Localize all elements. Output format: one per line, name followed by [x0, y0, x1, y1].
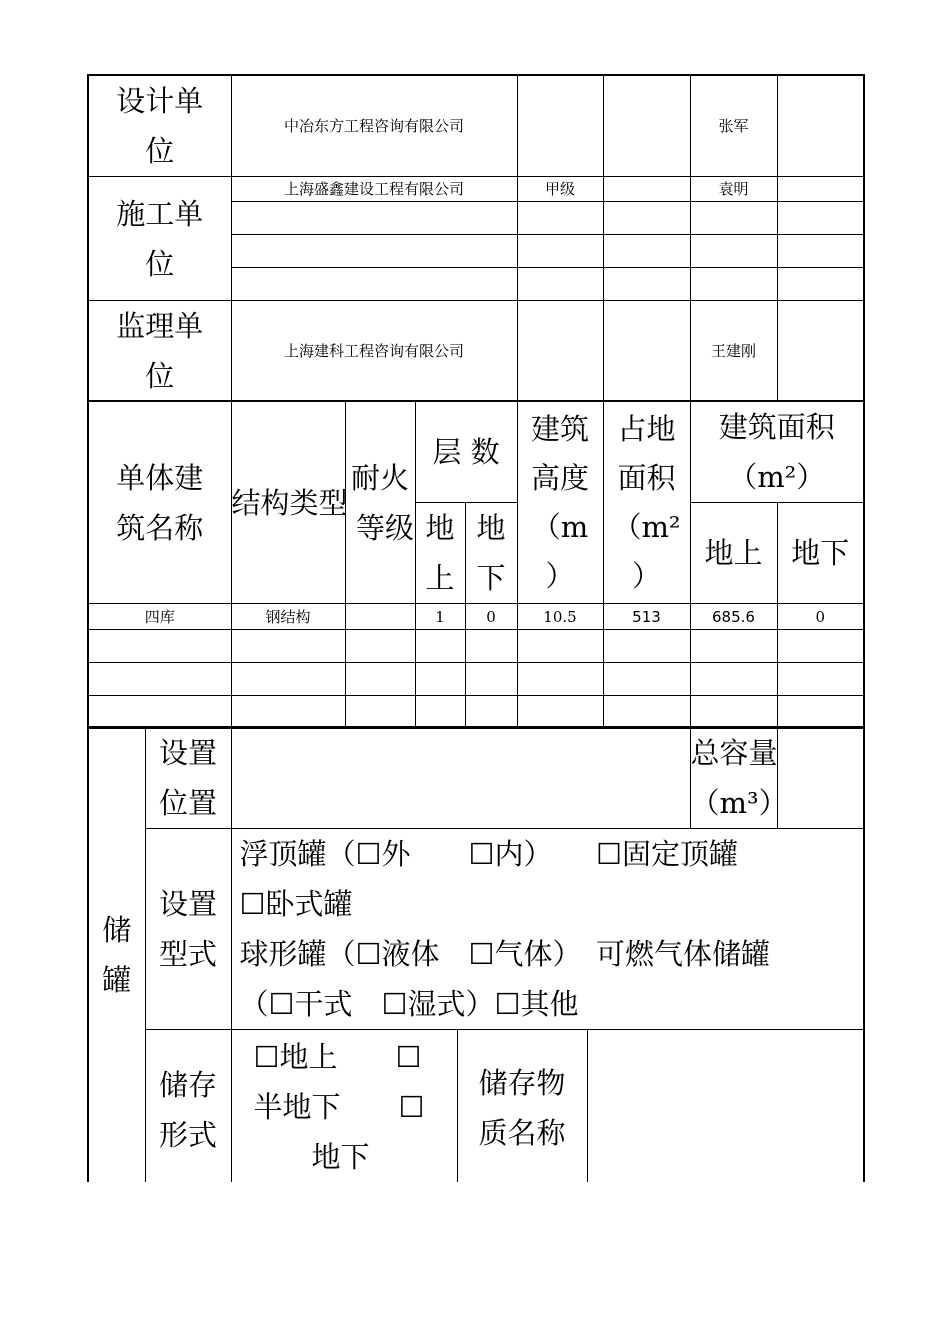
floors-above-line1: 地: [425, 511, 455, 545]
blank-cell: [231, 630, 345, 663]
building-land-area: 513: [603, 604, 690, 630]
blank-cell: [88, 630, 231, 663]
building-area-below: 0: [777, 604, 864, 630]
blank-cell: [345, 696, 415, 729]
tank-storage-option-line1: ☐地上 ☐: [253, 1040, 422, 1074]
building-area-line1: 建筑面积: [718, 410, 835, 444]
height-line3: （m: [531, 509, 589, 544]
tank-storage-options: [231, 1030, 457, 1183]
tank-type-label: [145, 829, 231, 1030]
blank-cell: [603, 202, 690, 235]
blank-cell: [415, 663, 465, 696]
height-line2: 高度: [530, 460, 589, 495]
design-unit-grade: [517, 75, 603, 177]
floors-below-line2: 下: [476, 561, 506, 595]
fire-rating-line1: 耐火: [350, 460, 409, 495]
tank-capacity-value: [777, 727, 864, 829]
supervision-unit-person: 王建刚: [690, 301, 777, 402]
building-area-line2: （m²）: [728, 460, 826, 494]
blank-cell: [777, 268, 864, 301]
design-unit-phone: [777, 75, 864, 177]
building-floors-below: 0: [465, 604, 517, 630]
blank-cell: [517, 268, 603, 301]
tank-location-value: [231, 727, 690, 829]
blank-cell: [517, 663, 603, 696]
blank-cell: [777, 235, 864, 268]
blank-cell: [777, 630, 864, 663]
blank-cell: [465, 663, 517, 696]
blank-cell: [603, 663, 690, 696]
building-row-empty: [88, 663, 864, 696]
blank-cell: [603, 630, 690, 663]
blank-cell: [415, 630, 465, 663]
land-line2: 面积: [617, 460, 676, 495]
blank-cell: [690, 696, 777, 729]
design-unit-person: 张军: [690, 75, 777, 177]
blank-cell: [517, 630, 603, 663]
blank-cell: [690, 268, 777, 301]
building-row-empty: [88, 696, 864, 729]
tank-capacity-label: [690, 727, 788, 829]
tank-storage-option-line2: 半地下 ☐: [253, 1090, 425, 1124]
height-line1: 建筑: [530, 411, 589, 446]
fire-rating-header: [345, 401, 415, 604]
building-floors-above: 1: [415, 604, 465, 630]
supervision-unit-label: 监理单 位: [88, 301, 231, 402]
area-below-header: 地下: [777, 503, 864, 604]
blank-cell: [88, 663, 231, 696]
land-line1: 占地: [617, 411, 676, 446]
construction-unit-blank-cell: [231, 268, 517, 301]
building-area-above: 685.6: [690, 604, 777, 630]
units-table: [87, 74, 865, 402]
land-line4: ）: [631, 558, 661, 593]
blank-cell: [603, 268, 690, 301]
tank-capacity-line2: （m³）: [690, 786, 788, 820]
design-unit-label: 设计单 位: [88, 75, 231, 177]
construction-unit-blank-cell: [231, 235, 517, 268]
supervision-unit-extra: [603, 301, 690, 402]
tank-type-option-line2: ☐卧式罐: [239, 887, 353, 921]
blank-cell: [345, 630, 415, 663]
floors-above-header: [415, 503, 465, 604]
tank-storage-label: [145, 1030, 231, 1183]
blank-cell: [690, 630, 777, 663]
structure-type-header: 结构类型: [231, 401, 345, 604]
tank-storage-line2: 形式: [158, 1118, 217, 1152]
design-unit-extra: [603, 75, 690, 177]
land-line3: （m²: [612, 509, 681, 544]
blank-cell: [777, 663, 864, 696]
blank-cell: [603, 235, 690, 268]
blank-cell: [231, 663, 345, 696]
tank-material-line1: 储存物: [478, 1066, 566, 1100]
blank-cell: [517, 202, 603, 235]
tank-capacity-line1: 总容量: [690, 736, 778, 770]
blank-cell: [777, 202, 864, 235]
tank-type-option-line3: 球形罐（☐液体 ☐气体） 可燃气体储罐: [239, 937, 770, 971]
blank-cell: [690, 663, 777, 696]
floors-below-header: [465, 503, 517, 604]
supervision-unit-phone: [777, 301, 864, 402]
construction-unit-grade: 甲级: [517, 177, 603, 202]
fire-rating-line2: 等级: [355, 510, 414, 545]
blank-cell: [777, 696, 864, 729]
supervision-unit-company: 上海建科工程咨询有限公司: [231, 301, 517, 402]
floors-header: 层 数: [415, 401, 517, 503]
building-structure: 钢结构: [231, 604, 345, 630]
tank-location-line1: 设置: [158, 736, 217, 770]
tank-storage-line1: 储存: [158, 1068, 217, 1102]
construction-unit-blank-cell: [231, 202, 517, 235]
tank-type-line2: 型式: [158, 937, 217, 971]
tank-material-line2: 质名称: [478, 1116, 566, 1150]
supervision-unit-grade: [517, 301, 603, 402]
tank-type-options: [231, 829, 864, 1030]
floors-below-line1: 地: [476, 511, 506, 545]
tank-location-line2: 位置: [158, 786, 217, 820]
tank-storage-option-line3: 地下: [311, 1140, 370, 1174]
blank-cell: [517, 235, 603, 268]
area-above-header: 地上: [690, 503, 777, 604]
construction-unit-person: 袁明: [690, 177, 777, 202]
tank-material-value: [587, 1030, 864, 1183]
tank-material-label: [457, 1030, 587, 1183]
blank-cell: [603, 696, 690, 729]
tank-type-option-line4: （☐干式 ☐湿式）☐其他: [239, 987, 579, 1021]
blank-cell: [345, 663, 415, 696]
tank-table: [87, 726, 865, 1182]
tank-label-line1: 储: [102, 913, 132, 947]
building-area-header: [690, 401, 864, 503]
land-area-header: [603, 401, 690, 604]
construction-unit-company: 上海盛鑫建设工程有限公司: [231, 177, 517, 202]
blank-cell: [517, 696, 603, 729]
height-header: [517, 401, 603, 604]
blank-cell: [465, 696, 517, 729]
building-name-header: 单体建 筑名称: [88, 401, 231, 604]
building-row-empty: [88, 630, 864, 663]
tank-label-line2: 罐: [102, 963, 132, 997]
floors-above-line2: 上: [425, 561, 455, 595]
tank-location-label: [145, 727, 231, 829]
construction-unit-extra: [603, 177, 690, 202]
construction-unit-label: 施工单 位: [88, 177, 231, 301]
blank-cell: [415, 696, 465, 729]
building-row: [88, 604, 864, 630]
tank-type-option-line1: 浮顶罐（☐外 ☐内） ☐固定顶罐: [239, 837, 738, 871]
blank-cell: [690, 202, 777, 235]
building-height: 10.5: [517, 604, 603, 630]
building-fire-rating: [345, 604, 415, 630]
construction-unit-phone: [777, 177, 864, 202]
blank-cell: [465, 630, 517, 663]
blank-cell: [690, 235, 777, 268]
blank-cell: [231, 696, 345, 729]
tank-label: [88, 727, 145, 1182]
building-table: [87, 400, 865, 729]
height-line4: ）: [545, 558, 575, 593]
design-unit-company: 中冶东方工程咨询有限公司: [231, 75, 517, 177]
blank-cell: [88, 696, 231, 729]
building-name: 四库: [88, 604, 231, 630]
tank-type-line1: 设置: [158, 887, 217, 921]
